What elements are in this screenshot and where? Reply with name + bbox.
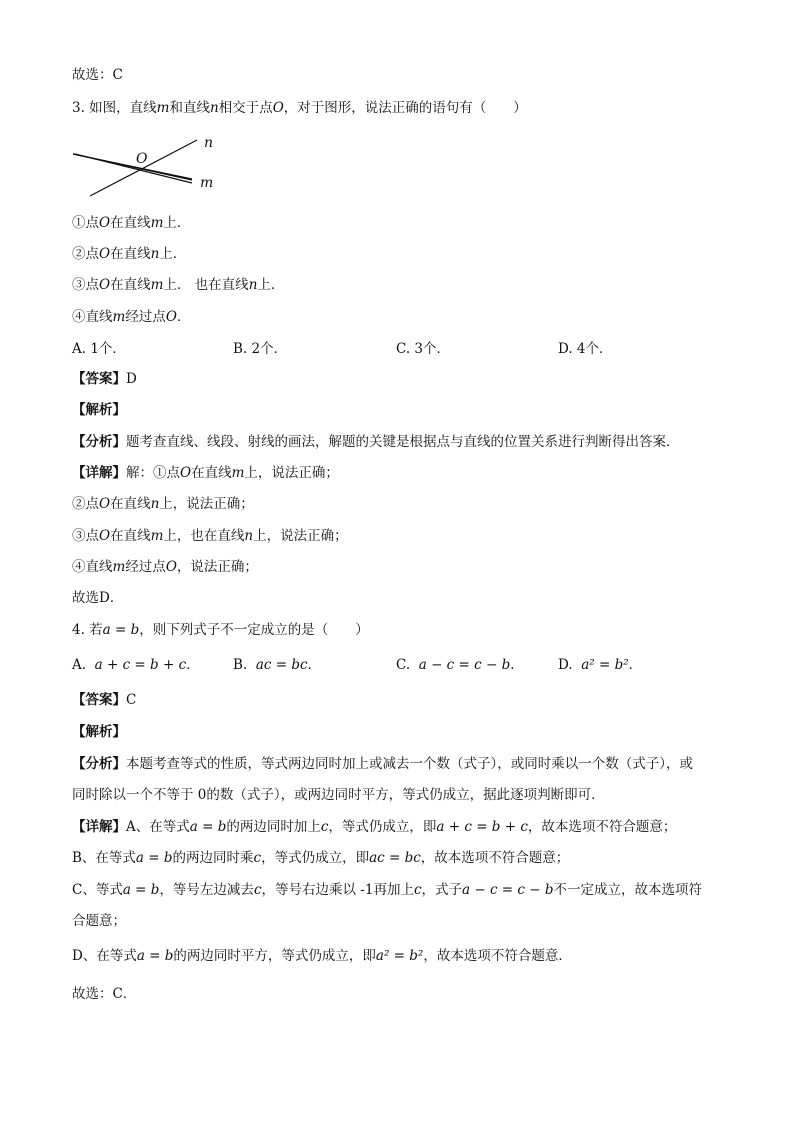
- q3-option-c: C. 3个．: [396, 341, 451, 357]
- question-3-stem: 3. 如图，直线m和直线n相交于点O，对于图形，说法正确的语句有（ ）: [72, 100, 527, 116]
- line-m-full: [75, 154, 192, 183]
- q4-option-d: D. a² = b²．: [558, 657, 643, 673]
- q4-conclusion: 故选：C．: [72, 986, 137, 1002]
- q4-option-a: A. a + c = b + c．: [72, 657, 200, 673]
- label-n: n: [204, 135, 214, 151]
- q4-detail-c-cont: 合题意；: [72, 913, 126, 929]
- answer-line-prev: 故选：C: [72, 67, 123, 83]
- q4-analysis-heading: 【解析】: [72, 724, 126, 740]
- q4-analysis-2: 同时除以一个不等于 0的数（式子），或两边同时平方，等式仍成立，据此逐项判断即可．: [72, 787, 605, 803]
- question-4-stem: 4. 若a = b，则下列式子不一定成立的是（ ）: [72, 622, 369, 638]
- q3-option-b: B. 2个．: [233, 341, 288, 357]
- q4-option-c: C. a − c = c − b．: [396, 657, 524, 673]
- q4-detail-b: B、在等式a = b的两边同时乘c，等式仍成立，即ac = bc，故本选项不符合题意；: [72, 850, 570, 866]
- q3-detail-2: ②点O在直线n上，说法正确；: [72, 496, 254, 512]
- statement-1: ①点O在直线m上．: [72, 215, 191, 231]
- q3-option-a: A. 1个．: [72, 341, 126, 357]
- q3-conclusion: 故选D．: [72, 590, 124, 606]
- q4-analysis-1: 【分析】本题考查等式的性质，等式两边同时加上或减去一个数（式子），或同时乘以一个数（式子），或: [72, 756, 693, 772]
- q3-answer: 【答案】D: [72, 371, 137, 387]
- statement-3: ③点O在直线m上． 也在直线n上．: [72, 277, 285, 293]
- q3-detail-4: ④直线m经过点O，说法正确；: [72, 559, 258, 575]
- q4-option-b: B. ac = bc．: [233, 657, 322, 673]
- q3-analysis-heading: 【解析】: [72, 402, 126, 418]
- line-n: [90, 140, 197, 196]
- statement-2: ②点O在直线n上．: [72, 246, 187, 262]
- q3-option-d: D. 4个．: [558, 341, 613, 357]
- statement-4: ④直线m经过点O．: [72, 309, 191, 325]
- q3-detail-1: 【详解】解：①点O在直线m上，说法正确；: [72, 465, 339, 481]
- intersecting-lines-figure: [70, 130, 250, 202]
- label-m: m: [200, 175, 214, 191]
- q3-detail-3: ③点O在直线m上，也在直线n上，说法正确；: [72, 528, 348, 544]
- q4-detail-c: C、等式a = b，等号左边减去c，等号右边乘以 -1再加上c，式子a − c = c − b不一定成立，故本选项符: [72, 882, 703, 898]
- q3-analysis: 【分析】题考查直线、线段、射线的画法，解题的关键是根据点与直线的位置关系进行判断得出答案．: [72, 434, 680, 450]
- label-o: O: [136, 151, 148, 167]
- q4-detail-a: 【详解】A、在等式a = b的两边同时加上c，等式仍成立，即a + c = b + c，故本选项不符合题意；: [72, 819, 677, 835]
- q4-answer: 【答案】C: [72, 692, 137, 708]
- q4-detail-d: D、在等式a = b的两边同时平方，等式仍成立，即a² = b²，故本选项不符合题意．: [72, 948, 572, 964]
